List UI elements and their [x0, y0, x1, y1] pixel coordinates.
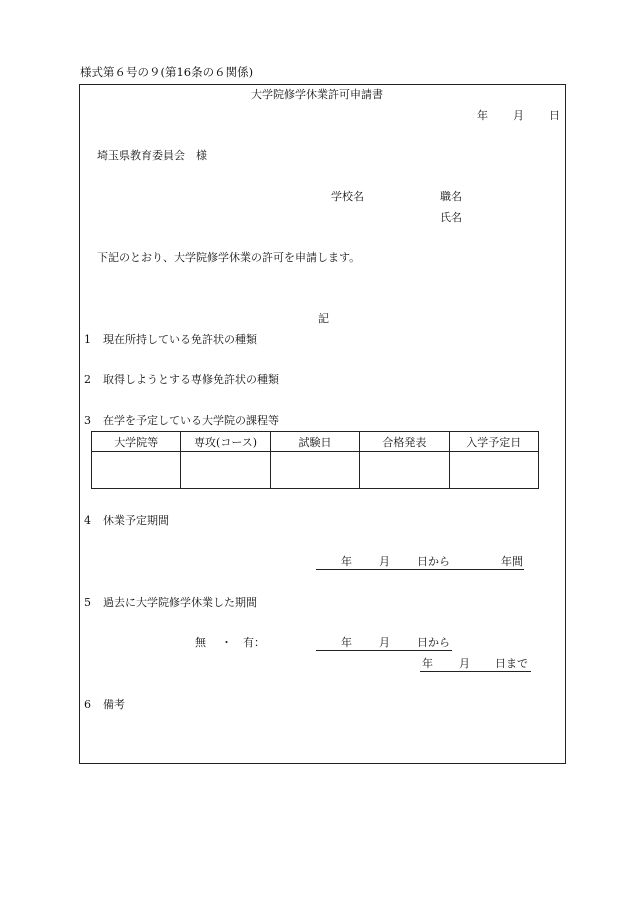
course-table — [91, 431, 539, 489]
past-none: 無 — [195, 636, 206, 649]
cell-graduate-school[interactable] — [92, 452, 181, 489]
past-from-month: 月 — [379, 636, 390, 649]
past-until-underline — [420, 671, 531, 672]
item-4-label: 休業予定期間 — [103, 514, 169, 527]
past-from-day: 日から — [417, 636, 450, 649]
leave-month: 月 — [379, 555, 390, 568]
leave-years: 年間 — [501, 555, 523, 568]
school-label: 学校名 — [331, 190, 364, 203]
item-2-number: 2 — [84, 373, 91, 386]
leave-year: 年 — [341, 555, 352, 568]
position-label: 職名 — [440, 190, 462, 203]
past-until-day: 日まで — [495, 657, 528, 670]
name-label: 氏名 — [440, 211, 462, 224]
cell-admission-date[interactable] — [449, 452, 538, 489]
addressee: 埼玉県教育委員会 様 — [97, 149, 207, 162]
item-1-label: 現在所持している免許状の種類 — [103, 333, 257, 346]
past-dot: ・ — [221, 636, 232, 649]
header-result-date: 合格発表 — [360, 432, 449, 452]
cell-result-date[interactable] — [360, 452, 449, 489]
past-until-year: 年 — [422, 657, 433, 670]
date-day: 日 — [549, 109, 560, 122]
item-4-number: 4 — [84, 514, 91, 527]
past-until-month: 月 — [459, 657, 470, 670]
header-admission-date: 入学予定日 — [449, 432, 538, 452]
ki-label: 記 — [318, 312, 329, 325]
item-1-number: 1 — [84, 333, 91, 346]
past-from-year: 年 — [341, 636, 352, 649]
header-graduate-school: 大学院等 — [92, 432, 181, 452]
item-6-number: 6 — [84, 698, 91, 711]
item-3-label: 在学を予定している大学院の課程等 — [103, 414, 279, 427]
item-2-label: 取得しようとする専修免許状の種類 — [103, 373, 279, 386]
date-month: 月 — [513, 109, 524, 122]
form-title: 大学院修学休業許可申請書 — [251, 88, 383, 101]
leave-day-from: 日から — [417, 555, 450, 568]
cell-exam-date[interactable] — [270, 452, 359, 489]
item-5-label: 過去に大学院修学休業した期間 — [103, 596, 257, 609]
date-year: 年 — [477, 109, 488, 122]
form-number: 様式第６号の９(第16条の６関係) — [80, 65, 254, 79]
header-exam-date: 試験日 — [270, 432, 359, 452]
header-major: 専攻(コース) — [181, 432, 270, 452]
item-3-number: 3 — [84, 414, 91, 427]
cell-major[interactable] — [181, 452, 270, 489]
item-6-label: 備考 — [103, 698, 125, 711]
item-5-number: 5 — [84, 596, 91, 609]
past-yes: 有： — [243, 636, 265, 649]
leave-period-underline — [316, 569, 524, 570]
intro-text: 下記のとおり、大学院修学休業の許可を申請します。 — [97, 251, 361, 264]
past-from-underline — [316, 650, 452, 651]
